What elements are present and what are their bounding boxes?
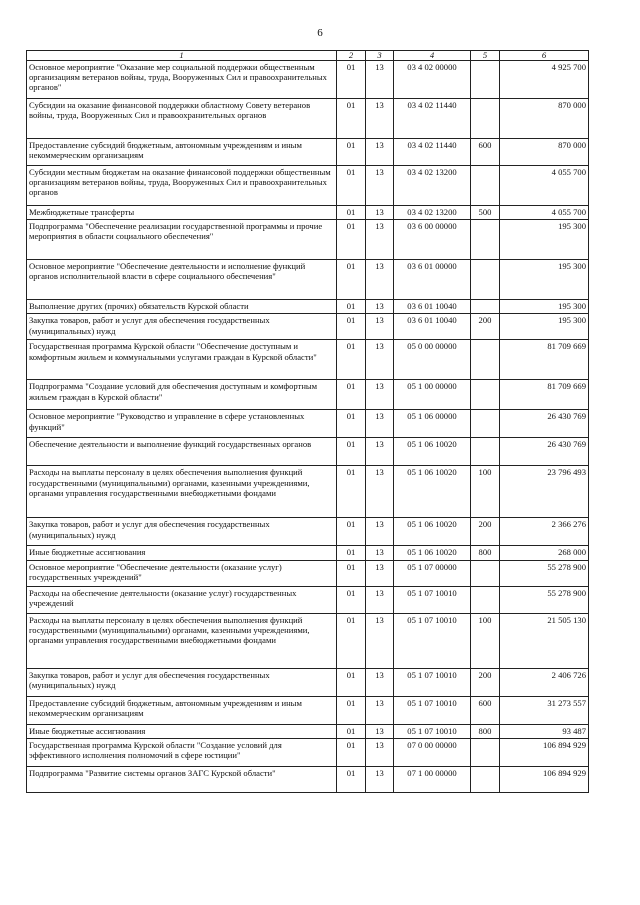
row-amount: 106 894 929 [500, 766, 589, 792]
row-expense-type: 600 [471, 696, 500, 724]
row-name: Расходы на выплаты персоналу в целях обеспечения выполнения функций государственными (муниципальными) органами, казенными учреждениями, органами управления государственными внебюджетными фондами [27, 613, 337, 668]
row-target-article: 05 1 07 10010 [394, 613, 471, 668]
row-expense-type: 500 [471, 206, 500, 220]
row-amount: 26 430 769 [500, 438, 589, 466]
row-expense-type: 100 [471, 466, 500, 518]
table-row [27, 99, 589, 139]
row-amount: 55 278 900 [500, 560, 589, 586]
row-section: 01 [337, 696, 366, 724]
row-section: 01 [337, 220, 366, 260]
row-name: Основное мероприятие "Руководство и управление в сфере установленных функций" [27, 410, 337, 438]
row-subsection: 13 [366, 99, 394, 139]
row-amount: 21 505 130 [500, 613, 589, 668]
row-target-article: 05 1 06 10020 [394, 518, 471, 546]
row-section: 01 [337, 206, 366, 220]
row-name: Выполнение других (прочих) обязательств Курской области [27, 300, 337, 314]
row-subsection: 13 [366, 668, 394, 696]
row-subsection: 13 [366, 61, 394, 99]
row-section: 01 [337, 766, 366, 792]
row-expense-type [471, 560, 500, 586]
row-name: Подпрограмма "Развитие системы органов ЗАГС Курской области" [27, 766, 337, 792]
table-row [27, 61, 589, 99]
table-row [27, 300, 589, 314]
column-header: 5 [471, 51, 500, 61]
row-section: 01 [337, 668, 366, 696]
table-row [27, 438, 589, 466]
row-amount: 2 406 726 [500, 668, 589, 696]
row-subsection: 13 [366, 220, 394, 260]
row-section: 01 [337, 380, 366, 410]
table-row [27, 139, 589, 166]
table-row [27, 560, 589, 586]
row-name: Расходы на выплаты персоналу в целях обеспечения выполнения функций государственными (муниципальными) органами, казенными учреждениями, органами управления государственными внебюджетными фондами [27, 466, 337, 518]
row-target-article: 03 6 01 10040 [394, 300, 471, 314]
row-subsection: 13 [366, 438, 394, 466]
row-name: Государственная программа Курской области "Обеспечение доступным и комфортным жильем и коммунальными услугами граждан в Курской области" [27, 340, 337, 380]
row-expense-type [471, 738, 500, 766]
row-target-article: 05 1 07 00000 [394, 560, 471, 586]
row-amount: 195 300 [500, 260, 589, 300]
row-name: Основное мероприятие "Обеспечение деятельности и исполнение функций органов исполнительной власти в сфере социального обеспечения" [27, 260, 337, 300]
row-amount: 4 055 700 [500, 206, 589, 220]
row-target-article: 07 0 00 00000 [394, 738, 471, 766]
table-row [27, 613, 589, 668]
row-subsection: 13 [366, 738, 394, 766]
row-target-article: 05 0 00 00000 [394, 340, 471, 380]
row-expense-type: 800 [471, 724, 500, 738]
row-amount: 26 430 769 [500, 410, 589, 438]
row-expense-type [471, 586, 500, 613]
column-header: 3 [366, 51, 394, 61]
table-row [27, 340, 589, 380]
row-section: 01 [337, 546, 366, 560]
table-row [27, 220, 589, 260]
row-subsection: 13 [366, 380, 394, 410]
row-amount: 106 894 929 [500, 738, 589, 766]
row-section: 01 [337, 300, 366, 314]
column-header: 2 [337, 51, 366, 61]
row-amount: 4 925 700 [500, 61, 589, 99]
row-section: 01 [337, 340, 366, 380]
row-target-article: 05 1 06 10020 [394, 546, 471, 560]
row-expense-type [471, 260, 500, 300]
row-amount: 268 000 [500, 546, 589, 560]
table-row [27, 314, 589, 340]
row-name: Подпрограмма "Обеспечение реализации государственной программы и прочие мероприятия в области социального обеспечения" [27, 220, 337, 260]
row-target-article: 05 1 00 00000 [394, 380, 471, 410]
row-expense-type: 600 [471, 139, 500, 166]
row-section: 01 [337, 139, 366, 166]
row-name: Предоставление субсидий бюджетным, автономным учреждениям и иным некоммерческим организациям [27, 696, 337, 724]
row-target-article: 05 1 06 00000 [394, 410, 471, 438]
row-name: Закупка товаров, работ и услуг для обеспечения государственных (муниципальных) нужд [27, 668, 337, 696]
row-section: 01 [337, 724, 366, 738]
row-amount: 870 000 [500, 139, 589, 166]
row-section: 01 [337, 260, 366, 300]
row-name: Обеспечение деятельности и выполнение функций государственных органов [27, 438, 337, 466]
row-amount: 81 709 669 [500, 380, 589, 410]
row-subsection: 13 [366, 560, 394, 586]
row-subsection: 13 [366, 586, 394, 613]
row-target-article: 03 4 02 13200 [394, 166, 471, 206]
row-section: 01 [337, 314, 366, 340]
row-section: 01 [337, 410, 366, 438]
row-name: Межбюджетные трансферты [27, 206, 337, 220]
row-section: 01 [337, 560, 366, 586]
table-row [27, 766, 589, 792]
table-header-row [27, 51, 589, 61]
row-subsection: 13 [366, 260, 394, 300]
budget-table [26, 50, 589, 793]
row-amount: 195 300 [500, 220, 589, 260]
row-section: 01 [337, 438, 366, 466]
row-name: Государственная программа Курской области "Создание условий для эффективного исполнения полномочий в сфере юстиции" [27, 738, 337, 766]
column-header: 4 [394, 51, 471, 61]
row-section: 01 [337, 61, 366, 99]
row-expense-type: 200 [471, 668, 500, 696]
row-section: 01 [337, 613, 366, 668]
row-target-article: 03 4 02 11440 [394, 139, 471, 166]
row-subsection: 13 [366, 410, 394, 438]
row-expense-type [471, 99, 500, 139]
row-target-article: 03 6 01 00000 [394, 260, 471, 300]
row-name: Иные бюджетные ассигнования [27, 724, 337, 738]
row-target-article: 03 6 01 10040 [394, 314, 471, 340]
row-expense-type [471, 340, 500, 380]
row-subsection: 13 [366, 766, 394, 792]
row-name: Расходы на обеспечение деятельности (оказание услуг) государственных учреждений [27, 586, 337, 613]
row-subsection: 13 [366, 139, 394, 166]
row-subsection: 13 [366, 166, 394, 206]
row-section: 01 [337, 518, 366, 546]
row-amount: 195 300 [500, 314, 589, 340]
row-expense-type: 200 [471, 518, 500, 546]
row-section: 01 [337, 166, 366, 206]
table-row [27, 546, 589, 560]
page-number: 6 [317, 27, 323, 39]
row-name: Закупка товаров, работ и услуг для обеспечения государственных (муниципальных) нужд [27, 314, 337, 340]
row-name: Подпрограмма "Создание условий для обеспечения доступным и комфортным жильем граждан в Курской области" [27, 380, 337, 410]
row-expense-type [471, 300, 500, 314]
row-target-article: 03 6 00 00000 [394, 220, 471, 260]
row-target-article: 05 1 06 10020 [394, 438, 471, 466]
row-subsection: 13 [366, 518, 394, 546]
row-target-article: 07 1 00 00000 [394, 766, 471, 792]
row-target-article: 05 1 07 10010 [394, 696, 471, 724]
row-expense-type [471, 438, 500, 466]
row-subsection: 13 [366, 206, 394, 220]
row-subsection: 13 [366, 724, 394, 738]
row-expense-type [471, 766, 500, 792]
row-target-article: 05 1 07 10010 [394, 586, 471, 613]
table-row [27, 518, 589, 546]
table-row [27, 466, 589, 518]
table-row [27, 586, 589, 613]
table-row [27, 738, 589, 766]
row-target-article: 03 4 02 00000 [394, 61, 471, 99]
table-row [27, 260, 589, 300]
row-name: Иные бюджетные ассигнования [27, 546, 337, 560]
row-name: Основное мероприятие "Оказание мер социальной поддержки общественным организациям ветеранов войны, труда, Вооруженных Сил и правоохранительных органов" [27, 61, 337, 99]
row-expense-type: 800 [471, 546, 500, 560]
row-subsection: 13 [366, 300, 394, 314]
row-target-article: 05 1 07 10010 [394, 668, 471, 696]
row-name: Закупка товаров, работ и услуг для обеспечения государственных (муниципальных) нужд [27, 518, 337, 546]
column-header: 6 [500, 51, 589, 61]
row-expense-type: 200 [471, 314, 500, 340]
row-section: 01 [337, 738, 366, 766]
row-expense-type: 100 [471, 613, 500, 668]
row-section: 01 [337, 466, 366, 518]
row-amount: 31 273 557 [500, 696, 589, 724]
row-section: 01 [337, 99, 366, 139]
row-amount: 195 300 [500, 300, 589, 314]
table-row [27, 668, 589, 696]
row-name: Предоставление субсидий бюджетным, автономным учреждениям и иным некоммерческим организациям [27, 139, 337, 166]
row-expense-type [471, 166, 500, 206]
table-row [27, 724, 589, 738]
table-row [27, 696, 589, 724]
table-row [27, 380, 589, 410]
row-amount: 870 000 [500, 99, 589, 139]
row-subsection: 13 [366, 696, 394, 724]
row-amount: 93 487 [500, 724, 589, 738]
column-header: 1 [27, 51, 337, 61]
row-expense-type [471, 61, 500, 99]
table-row [27, 206, 589, 220]
row-subsection: 13 [366, 340, 394, 380]
row-subsection: 13 [366, 613, 394, 668]
row-amount: 4 055 700 [500, 166, 589, 206]
row-target-article: 05 1 07 10010 [394, 724, 471, 738]
row-target-article: 05 1 06 10020 [394, 466, 471, 518]
row-amount: 23 796 493 [500, 466, 589, 518]
row-name: Основное мероприятие "Обеспечение деятельности (оказание услуг) государственных учреждений" [27, 560, 337, 586]
row-expense-type [471, 410, 500, 438]
row-subsection: 13 [366, 466, 394, 518]
row-amount: 2 366 276 [500, 518, 589, 546]
table-row [27, 166, 589, 206]
row-amount: 81 709 669 [500, 340, 589, 380]
row-expense-type [471, 380, 500, 410]
row-subsection: 13 [366, 314, 394, 340]
row-section: 01 [337, 586, 366, 613]
row-expense-type [471, 220, 500, 260]
row-subsection: 13 [366, 546, 394, 560]
row-target-article: 03 4 02 13200 [394, 206, 471, 220]
row-target-article: 03 4 02 11440 [394, 99, 471, 139]
row-name: Субсидии местным бюджетам на оказание финансовой поддержки общественным организациям ветеранов войны, труда, Вооруженных Сил и правоохранительных органов [27, 166, 337, 206]
row-amount: 55 278 900 [500, 586, 589, 613]
row-name: Субсидии на оказание финансовой поддержки областному Совету ветеранов войны, труда, Вооруженных Сил и правоохранительных органов [27, 99, 337, 139]
table-row [27, 410, 589, 438]
